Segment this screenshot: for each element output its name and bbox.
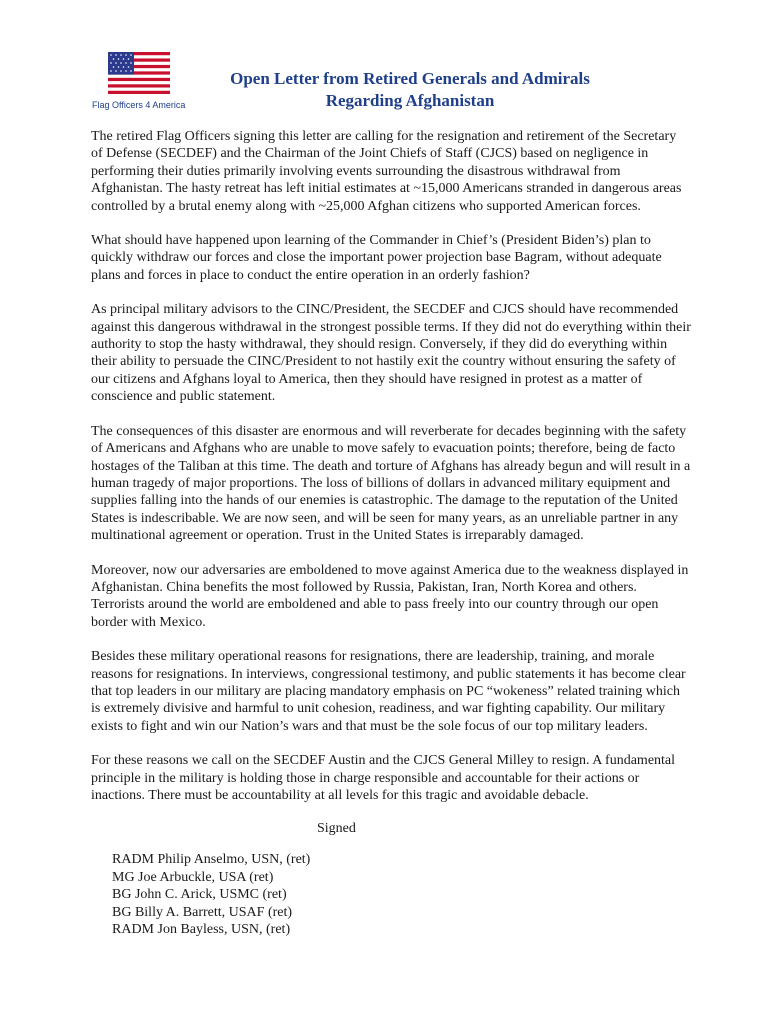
- title-line-1: Open Letter from Retired Generals and Admirals: [230, 69, 590, 88]
- paragraph-6: Besides these military operational reasons for resignations, there are leadership, training, and morale reasons for resignations. In interviews, congressional testimony, and public statements it has become clear that top leaders in our military are placing mandatory emphasis on PC “wokeness” related training which is extremely divisive and harmful to unit cohesion, readiness, and war fighting capability. Our military exists to fight and win our Nation’s wars and that must be the sole focus of our top military leaders.: [91, 649, 686, 734]
- signatory-list: [112, 851, 691, 938]
- letter-body: [91, 128, 691, 938]
- paragraph-4: The consequences of this disaster are enormous and will reverberate for decades beginning with the safety of Americans and Afghans who are unable to move safely to evacuation points; therefore, being de facto hostages of the Taliban at this time. The death and torture of Afghans has already begun and will result in a human tragedy of major proportions. The loss of billions of dollars in advanced military equipment and supplies falling into the hands of our enemies is catastrophic. The damage to the reputation of the United States is indescribable. We are now seen, and will be seen for many years, as an unreliable partner in any multinational agreement or operation. Trust in the United States is irreparably damaged.: [91, 423, 691, 544]
- signatory: BG Billy A. Barrett, USAF (ret): [112, 904, 293, 920]
- paragraph-1: The retired Flag Officers signing this letter are calling for the resignation and retirement of the Secretary of Defense (SECDEF) and the Chairman of the Joint Chiefs of Staff (CJCS) based on negligence in performing their duties primarily involving events surrounding the disastrous withdrawal from Afghanistan. The hasty retreat has left initial estimates at ~15,000 Americans stranded in dangerous areas controlled by a brutal enemy along with ~25,000 Afghan citizens who supported American forces.: [91, 129, 682, 214]
- paragraph-7: For these reasons we call on the SECDEF Austin and the CJCS General Milley to resign. A fundamental principle in the military is holding those in charge responsible and accountable for their actions or inactions. There must be accountability at all levels for this tragic and avoidable debacle.: [91, 753, 676, 803]
- us-flag-icon: [108, 52, 170, 94]
- paragraph-3: As principal military advisors to the CINC/President, the SECDEF and CJCS should have recommended against this dangerous withdrawal in the strongest possible terms. If they did not do everything within their authority to stop the hasty withdrawal, they should resign. Conversely, if they did do everything within their ability to persuade the CINC/President to not hastily exit the country without ensuring the safety of our citizens and Afghans loyal to America, then they should have resigned in protest as a matter of conscience and public statement.: [91, 302, 691, 405]
- signatory: MG Joe Arbuckle, USA (ret): [112, 869, 274, 885]
- title-line-2: Regarding Afghanistan: [325, 91, 495, 110]
- organization-logo: [92, 52, 186, 110]
- letter-header: [0, 0, 768, 120]
- signatory: RADM Jon Bayless, USN, (ret): [112, 922, 291, 938]
- signed-label: Signed: [317, 821, 356, 837]
- signatory: RADM Philip Anselmo, USN, (ret): [112, 852, 311, 868]
- organization-name: Flag Officers 4 America: [92, 100, 186, 110]
- letter-title: [200, 68, 620, 112]
- paragraph-5: Moreover, now our adversaries are emboldened to move against America due to the weakness displayed in Afghanistan. China benefits the most followed by Russia, Pakistan, Iran, North Korea and others. Terrorists around the world are emboldened and able to pass freely into our country through our open border with Mexico.: [91, 562, 689, 630]
- signatory: BG John C. Arick, USMC (ret): [112, 887, 287, 903]
- paragraph-2: What should have happened upon learning of the Commander in Chief’s (President Biden’s) plan to quickly withdraw our forces and close the important power projection base Bagram, without adequate plans and forces in place to conduct the entire operation in an orderly fashion?: [91, 233, 662, 283]
